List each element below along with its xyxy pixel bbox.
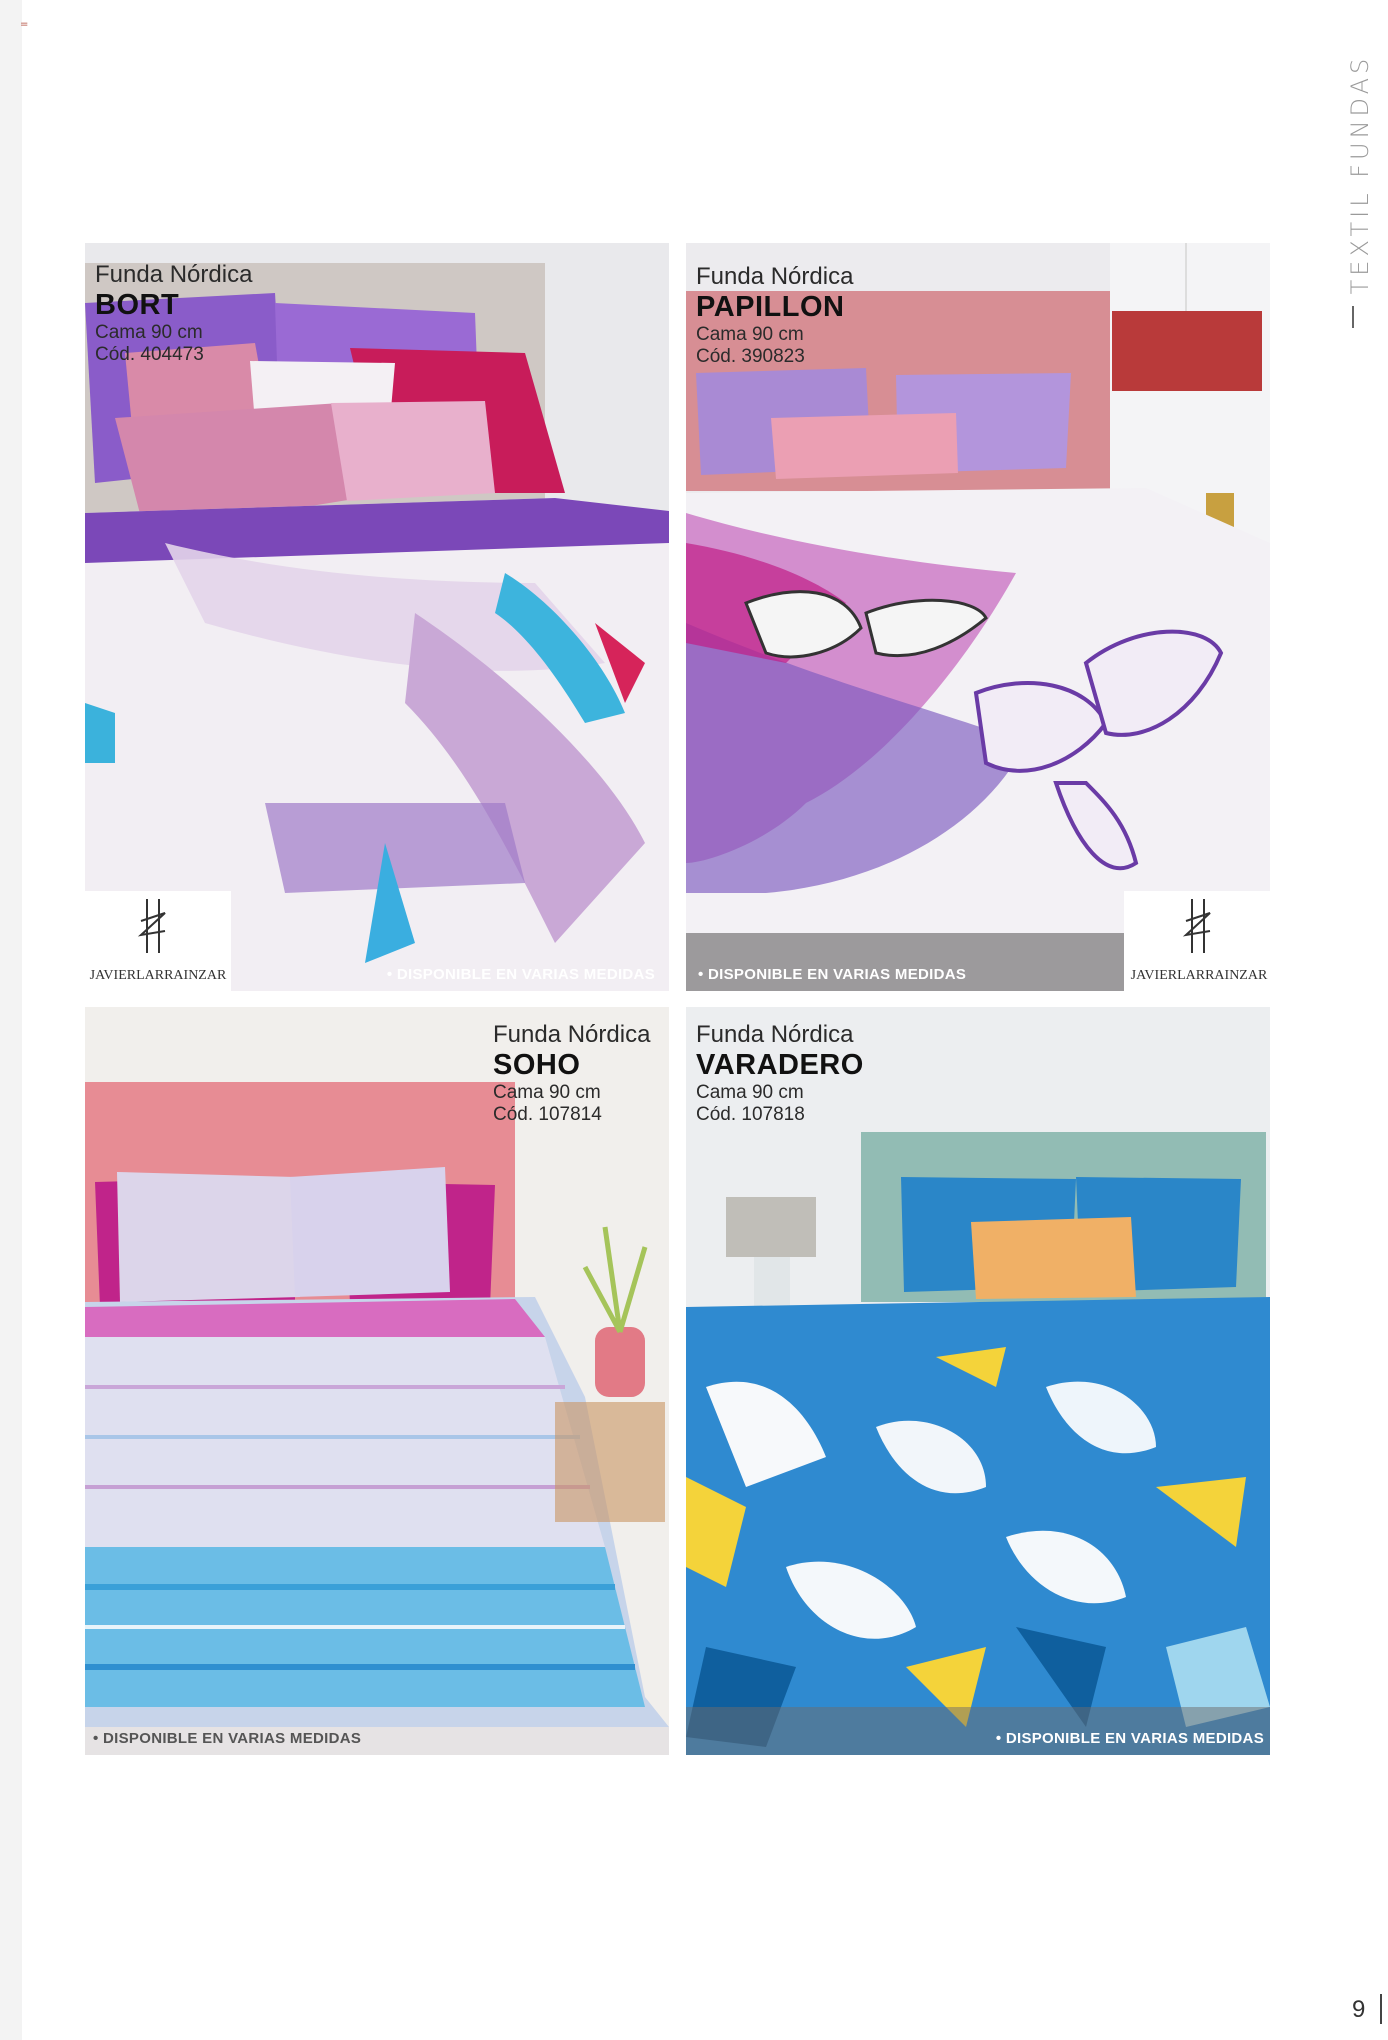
product-name: BORT — [95, 288, 180, 321]
section-title — [1346, 54, 1380, 334]
availability-note: • DISPONIBLE EN VARIAS MEDIDAS — [995, 1730, 1264, 1747]
brand-logo — [85, 891, 231, 991]
product-type: Funda Nórdica — [696, 263, 854, 290]
product-name: SOHO — [493, 1048, 581, 1081]
product-size: Cama 90 cm — [493, 1081, 601, 1103]
product-card-soho[interactable] — [85, 1007, 669, 1755]
product-caption — [493, 1021, 650, 1126]
section-title-text: TEXTIL FUNDAS — [1346, 54, 1374, 295]
product-type: Funda Nórdica — [493, 1021, 651, 1048]
brand-monogram-icon — [1124, 891, 1270, 991]
page-number: 9 — [1352, 1996, 1366, 2023]
product-card-bort[interactable] — [85, 243, 669, 991]
availability-note: • DISPONIBLE EN VARIAS MEDIDAS — [386, 966, 655, 983]
page-margin-strip — [0, 0, 22, 2040]
product-code: Cód. 107814 — [493, 1103, 602, 1125]
section-title-divider — [1352, 306, 1354, 328]
product-caption — [696, 1021, 864, 1126]
product-size: Cama 90 cm — [95, 321, 203, 343]
product-card-varadero[interactable] — [686, 1007, 1270, 1755]
product-name: VARADERO — [696, 1048, 864, 1081]
brand-monogram-icon — [85, 891, 231, 991]
product-type: Funda Nórdica — [696, 1021, 854, 1048]
product-size: Cama 90 cm — [696, 323, 804, 345]
product-card-papillon[interactable] — [686, 243, 1270, 991]
product-type: Funda Nórdica — [95, 261, 253, 288]
brand-logo-text: JAVIERLARRAINZAR — [89, 968, 227, 983]
product-code: Cód. 404473 — [95, 343, 204, 365]
availability-note: • DISPONIBLE EN VARIAS MEDIDAS — [93, 1730, 362, 1747]
brand-logo-text: JAVIERLARRAINZAR — [1130, 968, 1268, 983]
product-size: Cama 90 cm — [696, 1081, 804, 1103]
availability-note: • DISPONIBLE EN VARIAS MEDIDAS — [698, 966, 967, 983]
page-number-divider — [1380, 1994, 1382, 2024]
product-code: Cód. 390823 — [696, 345, 805, 367]
product-name: PAPILLON — [696, 290, 845, 323]
product-caption — [696, 263, 853, 368]
corner-mark: = — [20, 19, 29, 30]
product-code: Cód. 107818 — [696, 1103, 805, 1125]
product-caption — [95, 261, 252, 366]
brand-logo — [1124, 891, 1270, 991]
